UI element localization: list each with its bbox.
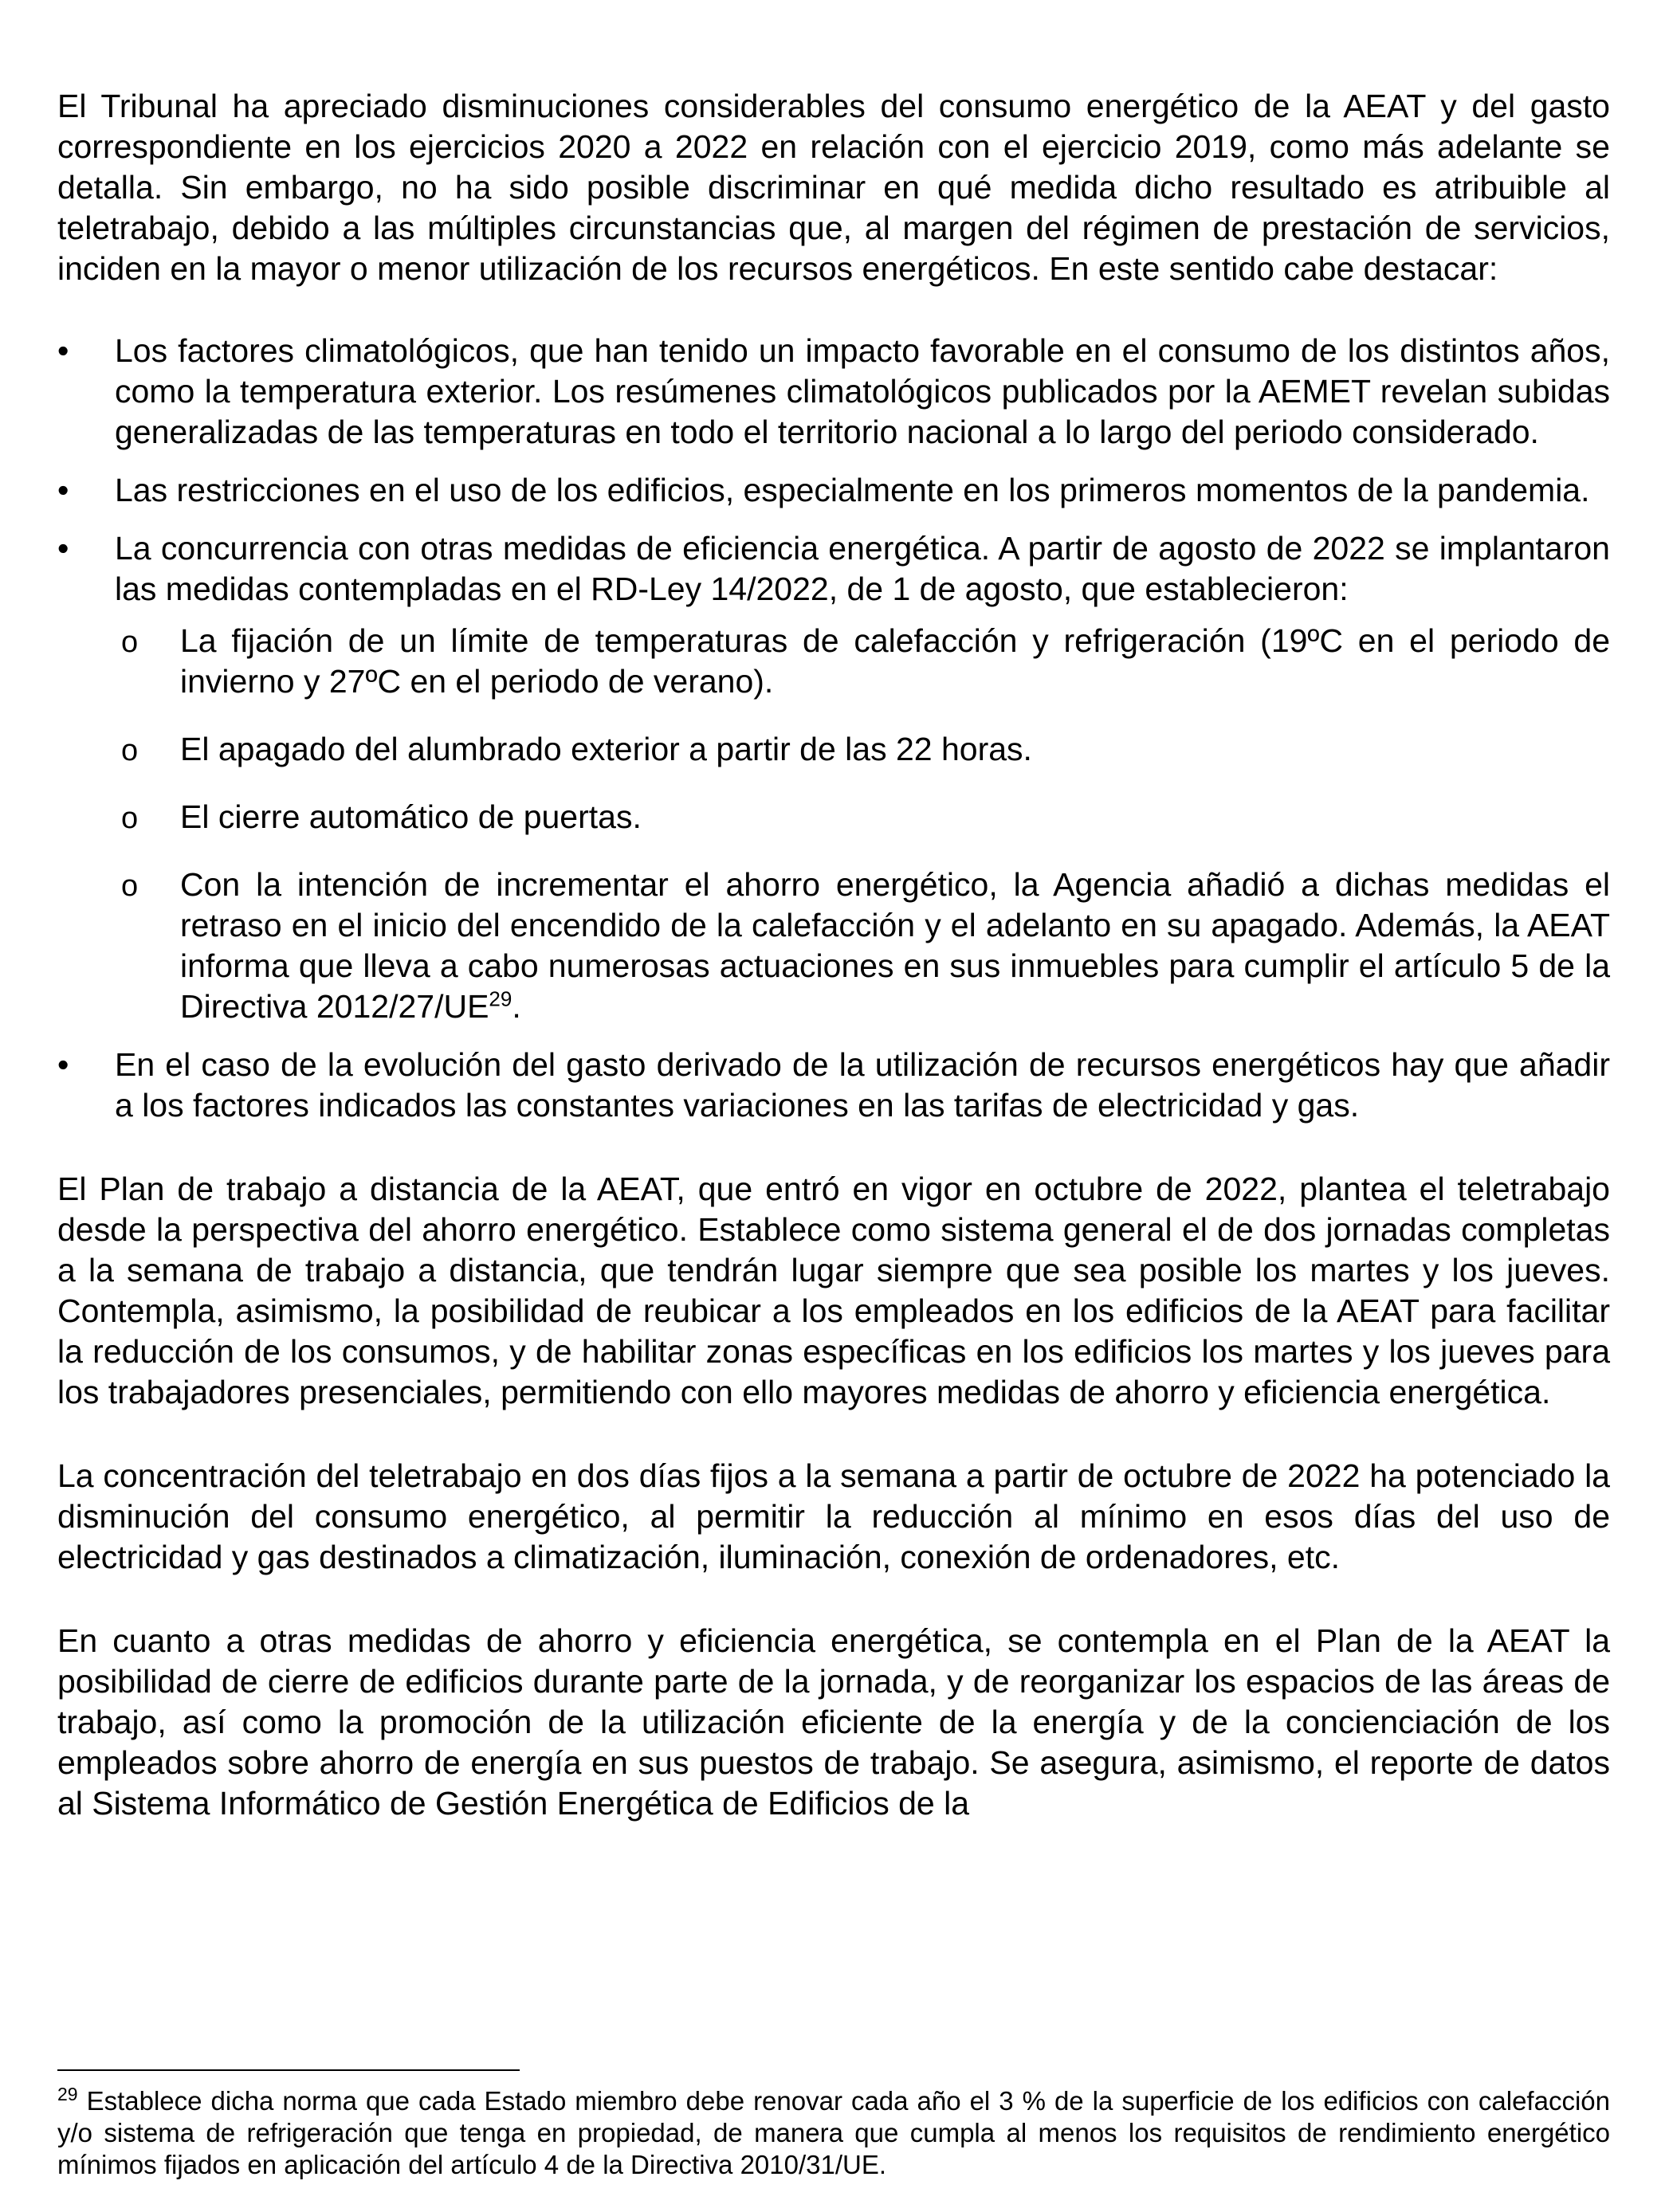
bullet-text: Los factores climatológicos, que han tenido un impacto favorable en el consumo de los distintos años, como la temperatura exterior. Los resúmenes climatológicos publicados por la AEMET revelan subidas generalizadas de las temperaturas en todo el territorio nacional a lo largo del periodo considerado. bbox=[115, 332, 1610, 450]
footnote-divider bbox=[57, 2069, 520, 2071]
bullet-item-climate bbox=[57, 331, 1610, 453]
footnote-text: Establece dicha norma que cada Estado miembro debe renovar cada año el 3 % de la superficie de los edificios con calefacción y/o sistema de refrigeración que tenga en propiedad, de manera que cumpla al menos los requisitos de rendimiento energético mínimos fijados en aplicación del artículo 4 de la Directiva 2010/31/UE. bbox=[57, 2086, 1610, 2179]
footnote bbox=[57, 2085, 1610, 2181]
bullet-item-efficiency bbox=[57, 528, 1610, 1027]
bullet-icon: • bbox=[57, 1046, 69, 1083]
document-body bbox=[57, 86, 1610, 1824]
sub-bullet-icon: o bbox=[121, 802, 139, 835]
sub-bullet-item-doors bbox=[115, 797, 1610, 837]
sub-bullet-text: El cierre automático de puertas. bbox=[180, 798, 642, 835]
bullet-text: La concurrencia con otras medidas de eficiencia energética. A partir de agosto de 2022 se implantaron las medidas contempladas en el RD-Ley 14/2022, de 1 de agosto, que establecieron: bbox=[115, 530, 1610, 607]
sub-bullet-text-main: Con la intención de incrementar el ahorro energético, la Agencia añadió a dichas medidas el retraso en el inicio del encendido de la calefacción y el adelanto en su apagado. Además, la AEAT informa que lleva a cabo numerosas actuaciones en sus inmuebles para cumplir el artículo 5 de la Directiva 2012/27/UE bbox=[180, 866, 1610, 1025]
sub-bullet-text: La fijación de un límite de temperaturas de calefacción y refrigeración (19ºC en el periodo de invierno y 27ºC en el periodo de verano). bbox=[180, 622, 1610, 700]
sub-bullet-text: El apagado del alumbrado exterior a partir de las 22 horas. bbox=[180, 731, 1032, 767]
sub-bullet-icon: o bbox=[121, 734, 139, 767]
paragraph-intro: El Tribunal ha apreciado disminuciones considerables del consumo energético de la AEAT y del gasto correspondiente en los ejercicios 2020 a 2022 en relación con el ejercicio 2019, como más adelante se detalla. Sin embargo, no ha sido posible discriminar en qué medida dicho resultado es atribuible al teletrabajo, debido a las múltiples circunstancias que, al margen del régimen de prestación de servicios, inciden en la mayor o menor utilización de los recursos energéticos. En este sentido cabe destacar: bbox=[57, 88, 1610, 287]
footnote-reference[interactable]: 29 bbox=[489, 986, 512, 1011]
sub-bullet-item-heating bbox=[115, 865, 1610, 1027]
bullet-icon: • bbox=[57, 332, 69, 369]
bullet-icon: • bbox=[57, 530, 69, 567]
bullet-icon: • bbox=[57, 472, 69, 508]
sub-bullet-item-temperature bbox=[115, 621, 1610, 702]
paragraph-other-measures: En cuanto a otras medidas de ahorro y eficiencia energética, se contempla en el Plan de la AEAT la posibilidad de cierre de edificios durante parte de la jornada, y de reorganizar los espacios de las áreas de trabajo, así como la promoción de la utilización eficiente de la energía y de la concienciación de los empleados sobre ahorro de energía en sus puestos de trabajo. Se asegura, asimismo, el reporte de datos al Sistema Informático de Gestión Energética de Edificios de la bbox=[57, 1622, 1610, 1822]
bullet-item-restrictions bbox=[57, 470, 1610, 511]
sub-bullet-text-tail: . bbox=[512, 988, 521, 1025]
bullet-text: En el caso de la evolución del gasto derivado de la utilización de recursos energéticos hay que añadir a los factores indicados las constantes variaciones en las tarifas de electricidad y gas. bbox=[115, 1046, 1610, 1124]
sub-bullet-text bbox=[180, 865, 1610, 1027]
paragraph-concentration: La concentración del teletrabajo en dos días fijos a la semana a partir de octubre de 2022 ha potenciado la disminución del consumo energético, al permitir la reducción al mínimo en esos días del uso de electricidad y gas destinados a climatización, iluminación, conexión de ordenadores, etc. bbox=[57, 1457, 1610, 1575]
sub-bullet-list bbox=[115, 621, 1610, 1027]
bullet-text: Las restricciones en el uso de los edificios, especialmente en los primeros momentos de la pandemia. bbox=[115, 472, 1590, 508]
paragraph-plan: El Plan de trabajo a distancia de la AEAT, que entró en vigor en octubre de 2022, plantea el teletrabajo desde la perspectiva del ahorro energético. Establece como sistema general el de dos jornadas completas a la semana de trabajo a distancia, que tendrán lugar siempre que sea posible los martes y los jueves. Contempla, asimismo, la posibilidad de reubicar a los empleados en los edificios de la AEAT para facilitar la reducción de los consumos, y de habilitar zonas específicas en los edificios los martes y los jueves para los trabajadores presenciales, permitiendo con ello mayores medidas de ahorro y eficiencia energética. bbox=[57, 1171, 1610, 1410]
bullet-item-tariffs bbox=[57, 1045, 1610, 1126]
sub-bullet-icon: o bbox=[121, 869, 139, 903]
sub-bullet-item-lighting bbox=[115, 729, 1610, 770]
footnote-number: 29 bbox=[57, 2084, 78, 2104]
bullet-list bbox=[57, 331, 1610, 1126]
sub-bullet-icon: o bbox=[121, 626, 139, 659]
